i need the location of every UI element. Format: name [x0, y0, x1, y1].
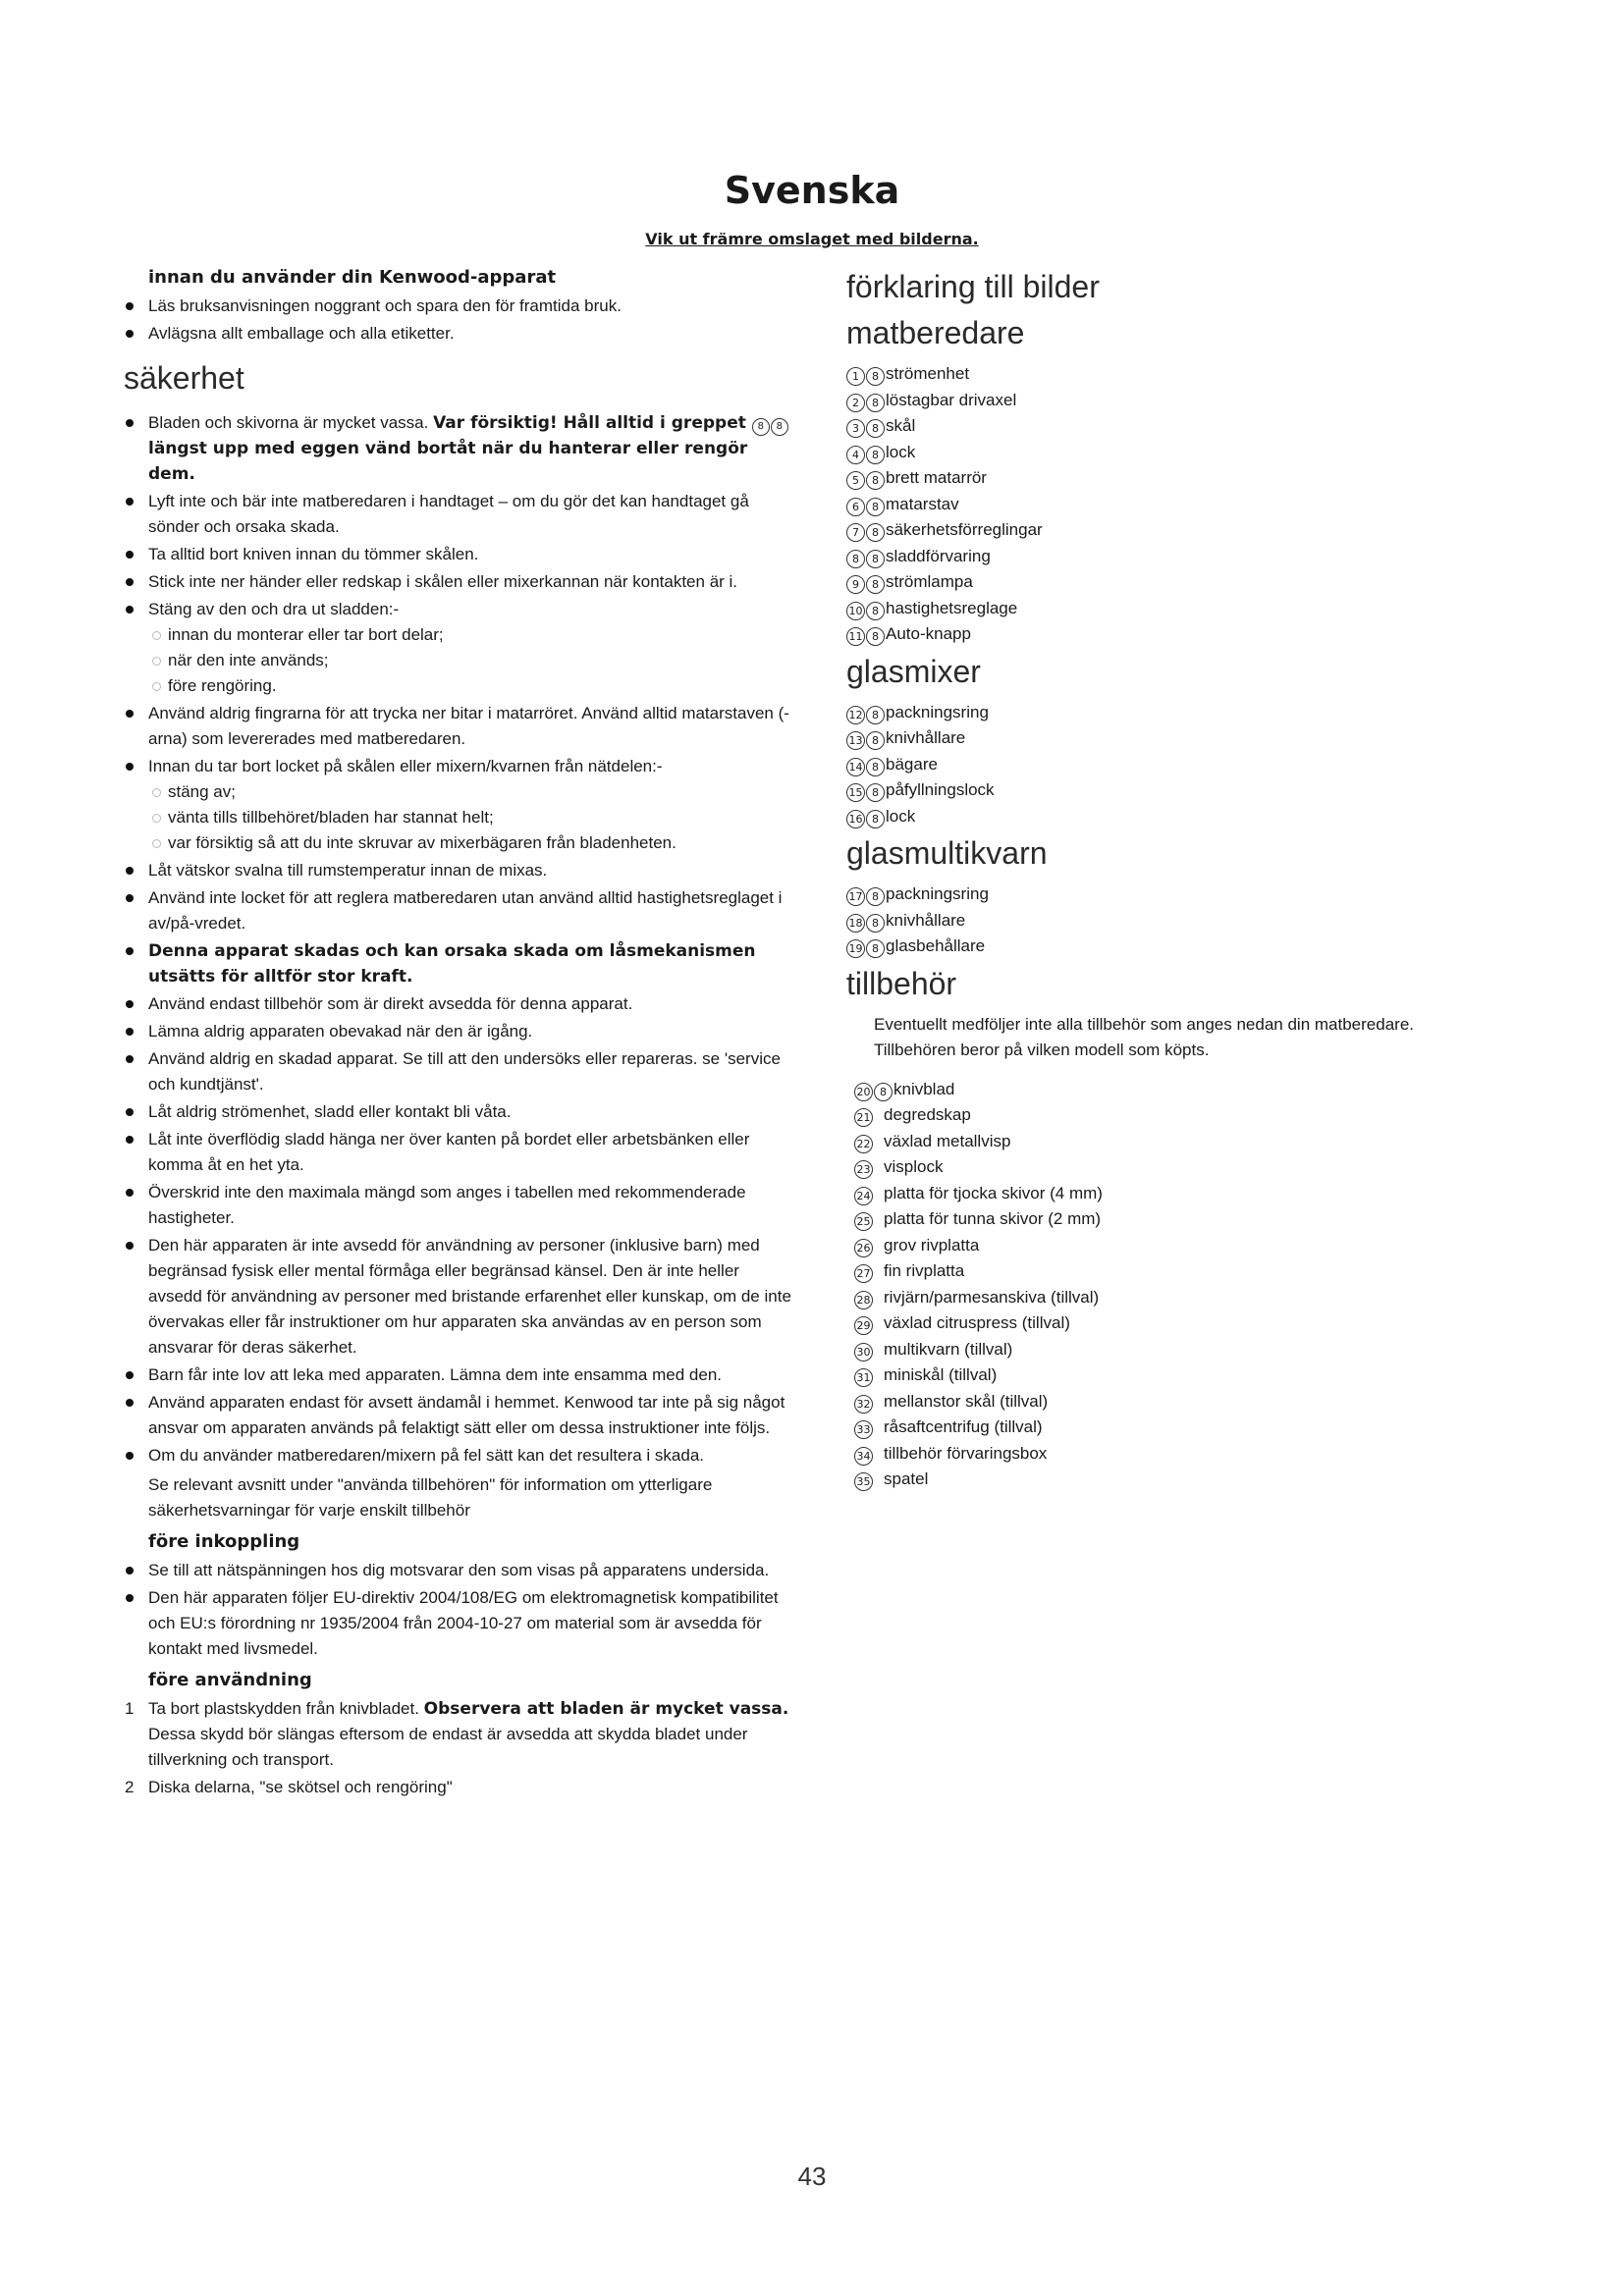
- part-item: [846, 752, 1494, 778]
- part-label: glasbehållare: [886, 936, 986, 955]
- list-item: Använd inte locket för att reglera matberedaren utan använd alltid hastighetsreglaget i av/på-vredet.: [124, 885, 791, 936]
- safety-note: Se relevant avsnitt under "använda tillbehören" för information om ytterligare säkerhetsvarningar för varje enskilt tillbehör: [148, 1475, 713, 1520]
- part-number: 22: [854, 1135, 873, 1153]
- part-label: tillbehör förvaringsbox: [884, 1443, 1048, 1463]
- part-number: 35: [854, 1472, 873, 1491]
- part-item: [846, 1362, 1494, 1389]
- part-label: grov rivplatta: [884, 1235, 980, 1255]
- before-use-heading: innan du använder din Kenwood-apparat: [148, 267, 557, 288]
- sub-item: när den inte används;: [148, 648, 791, 673]
- part-number: 13: [846, 731, 865, 750]
- part-number: 31: [854, 1368, 873, 1387]
- part-label: hastighetsreglage: [886, 598, 1018, 617]
- part-item: [846, 934, 1494, 960]
- list-item: Låt vätskor svalna till rumstemperatur innan de mixas.: [124, 858, 791, 883]
- part-label: råsaftcentrifug (tillval): [884, 1417, 1043, 1436]
- list-item: Låt aldrig strömenhet, sladd eller kontakt bli våta.: [124, 1099, 791, 1125]
- page-title: Svenska: [724, 169, 900, 212]
- list-item: Låt inte överflödig sladd hänga ner över kanten på bordet eller arbetsbänken eller komma åt en het yta.: [124, 1127, 791, 1178]
- part-label: knivhållare: [886, 910, 966, 930]
- reference-marker: 8: [866, 471, 885, 490]
- part-label: lock: [886, 442, 916, 461]
- part-item: [846, 569, 1494, 596]
- multi-mill-list: [846, 881, 1494, 960]
- part-label: knivblad: [893, 1079, 955, 1098]
- list-item: Stick inte ner händer eller redskap i skålen eller mixerkannan när kontakten är i.: [124, 569, 791, 595]
- list-item: [124, 1775, 791, 1800]
- list-item: Lyft inte och bär inte matberedaren i handtaget – om du gör det kan handtaget gå sönder och orsaka skada.: [124, 489, 791, 540]
- part-number: 4: [846, 446, 865, 464]
- safety-text: Bladen och skivorna är mycket vassa.: [148, 413, 434, 432]
- part-label: brett matarrör: [886, 468, 987, 487]
- part-item: [846, 388, 1494, 414]
- part-number: 34: [854, 1447, 873, 1466]
- reference-marker: 8: [866, 575, 885, 594]
- step-warning: Observera att bladen är mycket vassa.: [423, 1699, 789, 1719]
- safety-warning: Var försiktig! Håll alltid i greppet: [433, 413, 752, 433]
- part-item: [846, 1181, 1494, 1207]
- sub-item: stäng av;: [148, 779, 791, 805]
- part-number: 2: [846, 394, 865, 412]
- part-number: 5: [846, 471, 865, 490]
- part-item: [846, 1233, 1494, 1259]
- reference-marker: 8: [866, 498, 885, 516]
- part-item: [846, 517, 1494, 544]
- part-number: 11: [846, 627, 865, 646]
- list-item: Avlägsna allt emballage och alla etiketter.: [124, 321, 791, 347]
- accessories-heading: tillbehör: [846, 965, 957, 1001]
- list-item: Denna apparat skadas och kan orsaka skada om låsmekanismen utsätts för alltför stor kraft.: [124, 938, 791, 989]
- legend-heading: förklaring till bilder: [846, 269, 1100, 304]
- part-label: strömlampa: [886, 572, 973, 591]
- part-number: 21: [854, 1108, 873, 1127]
- part-item: [846, 621, 1494, 648]
- list-item: [124, 410, 791, 487]
- reference-marker: 8: [866, 394, 885, 412]
- part-item: [846, 1389, 1494, 1415]
- part-label: fin rivplatta: [884, 1261, 965, 1280]
- part-number: 23: [854, 1160, 873, 1179]
- part-item: [846, 1129, 1494, 1155]
- part-label: multikvarn (tillval): [884, 1339, 1013, 1359]
- list-item: Barn får inte lov att leka med apparaten. Lämna dem inte ensamma med den.: [124, 1362, 791, 1388]
- part-label: säkerhetsförreglingar: [886, 520, 1043, 539]
- part-item: [846, 1077, 1494, 1103]
- part-label: degredskap: [884, 1105, 971, 1124]
- part-number: 9: [846, 575, 865, 594]
- list-item: Den här apparaten är inte avsedd för användning av personer (inklusive barn) med begränsad fysisk eller mental förmåga eller begränsad känsel. Den är inte heller avsedd för användning av personer med bristande erfarenhet eller kunskap, om de inte övervakas eller får instruktioner om hur apparaten ska användas av en person som ansvarar för deras säkerhet.: [124, 1233, 791, 1361]
- part-label: bägare: [886, 754, 938, 774]
- part-item: [846, 1154, 1494, 1181]
- part-number: 17: [846, 887, 865, 906]
- part-number: 6: [846, 498, 865, 516]
- part-item: [846, 465, 1494, 492]
- list-item: [124, 1696, 791, 1773]
- list-item: [124, 597, 791, 699]
- part-number: 16: [846, 810, 865, 828]
- reference-marker: 8: [866, 550, 885, 568]
- part-item: [846, 1310, 1494, 1337]
- part-label: sladdförvaring: [886, 546, 991, 565]
- food-processor-list: [846, 361, 1494, 648]
- part-item: [846, 1337, 1494, 1363]
- reference-marker: 8: [866, 914, 885, 933]
- blender-list: [846, 700, 1494, 830]
- before-using-list: [124, 1696, 791, 1800]
- part-number: 3: [846, 419, 865, 438]
- list-item: Den här apparaten följer EU-direktiv 2004/108/EG om elektromagnetisk kompatibilitet och EU:s förordning nr 1935/2004 från 2004-10-27 om material som är avsedda för kontakt med livsmedel.: [124, 1585, 791, 1662]
- part-item: [846, 908, 1494, 934]
- reference-marker: 8: [866, 367, 885, 386]
- right-column: [846, 265, 1494, 1499]
- part-number: 33: [854, 1420, 873, 1439]
- part-label: packningsring: [886, 702, 989, 721]
- reference-marker: 8: [771, 418, 788, 436]
- part-number: 19: [846, 939, 865, 958]
- part-number: 18: [846, 914, 865, 933]
- part-number: 14: [846, 758, 865, 776]
- part-item: [846, 1206, 1494, 1233]
- circled-number: 8: [752, 418, 770, 436]
- part-number: 26: [854, 1239, 873, 1257]
- part-label: skål: [886, 416, 916, 435]
- part-item: [846, 700, 1494, 726]
- step-text: Ta bort plastskydden från knivbladet.: [148, 1699, 424, 1718]
- part-item: [846, 725, 1494, 752]
- safety-text: Stäng av den och dra ut sladden:-: [148, 600, 400, 618]
- step-number: 2: [125, 1778, 135, 1796]
- part-item: [846, 361, 1494, 388]
- part-item: [846, 777, 1494, 804]
- part-item: [846, 881, 1494, 908]
- part-number: 1: [846, 367, 865, 386]
- accessories-intro: Eventuellt medföljer inte alla tillbehör som anges nedan din matberedare. Tillbehören beror på vilken modell som köpts.: [874, 1014, 1414, 1059]
- before-using-heading: före användning: [148, 1670, 312, 1690]
- part-label: lock: [886, 806, 916, 826]
- list-item: Läs bruksanvisningen noggrant och spara den för framtida bruk.: [124, 294, 791, 319]
- reference-marker: 8: [866, 523, 885, 542]
- part-number: 28: [854, 1291, 873, 1309]
- step-number: 1: [125, 1699, 135, 1718]
- step-text: Dessa skydd bör slängas eftersom de endast är avsedda att skydda bladet under tillverkning och transport.: [148, 1725, 748, 1769]
- reference-marker: 8: [866, 783, 885, 802]
- part-number: 25: [854, 1212, 873, 1231]
- part-label: knivhållare: [886, 728, 966, 747]
- reference-marker: 8: [866, 602, 885, 620]
- part-item: [846, 413, 1494, 440]
- list-item: [124, 754, 791, 856]
- page-number: 43: [797, 2162, 827, 2191]
- reference-marker: 8: [866, 939, 885, 958]
- part-label: växlad citruspress (tillval): [884, 1313, 1070, 1332]
- reference-marker: 8: [866, 887, 885, 906]
- part-number: 10: [846, 602, 865, 620]
- list-item: Använd endast tillbehör som är direkt avsedda för denna apparat.: [124, 991, 791, 1017]
- part-number: 32: [854, 1395, 873, 1414]
- reference-marker: 8: [866, 419, 885, 438]
- reference-marker: 8: [866, 706, 885, 724]
- part-number: 29: [854, 1316, 873, 1335]
- part-label: löstagbar drivaxel: [886, 390, 1017, 409]
- part-label: växlad metallvisp: [884, 1131, 1011, 1150]
- list-item: Om du använder matberedaren/mixern på fel sätt kan det resultera i skada.: [124, 1443, 791, 1468]
- list-item: Se till att nätspänningen hos dig motsvarar den som visas på apparatens undersida.: [124, 1558, 791, 1583]
- part-label: spatel: [884, 1469, 929, 1488]
- part-number: 30: [854, 1343, 873, 1362]
- part-item: [846, 1102, 1494, 1129]
- reference-marker: 8: [866, 446, 885, 464]
- part-label: påfyllningslock: [886, 780, 995, 799]
- part-item: [846, 544, 1494, 570]
- sub-item: före rengöring.: [148, 673, 791, 699]
- list-item: Överskrid inte den maximala mängd som anges i tabellen med rekommenderade hastigheter.: [124, 1180, 791, 1231]
- multi-mill-heading: glasmultikvarn: [846, 835, 1048, 871]
- part-number: 8: [846, 550, 865, 568]
- reference-marker: 8: [866, 758, 885, 776]
- part-label: platta för tunna skivor (2 mm): [884, 1209, 1102, 1228]
- list-item: Ta alltid bort kniven innan du tömmer skålen.: [124, 542, 791, 567]
- page-subtitle: Vik ut främre omslaget med bilderna.: [645, 230, 979, 248]
- sub-item: var försiktig så att du inte skruvar av mixerbägaren från bladenheten.: [148, 830, 791, 856]
- sub-item: vänta tills tillbehöret/bladen har stannat helt;: [148, 805, 791, 830]
- part-item: [846, 1441, 1494, 1468]
- blender-heading: glasmixer: [846, 653, 981, 689]
- list-item: Lämna aldrig apparaten obevakad när den är igång.: [124, 1019, 791, 1044]
- part-label: matarstav: [886, 494, 959, 513]
- part-item: [846, 1467, 1494, 1493]
- reference-marker: 8: [866, 627, 885, 646]
- list-item: Använd aldrig fingrarna för att trycka ner bitar i matarröret. Använd alltid matarstaven (-arna) som levererades med matberedaren.: [124, 701, 791, 752]
- part-item: [846, 1258, 1494, 1285]
- before-connect-heading: före inkoppling: [148, 1531, 300, 1552]
- part-label: packningsring: [886, 884, 989, 903]
- sub-item: innan du monterar eller tar bort delar;: [148, 622, 791, 648]
- list-item: Använd aldrig en skadad apparat. Se till att den undersöks eller repareras. se 'service och kundtjänst'.: [124, 1046, 791, 1097]
- part-item: [846, 1285, 1494, 1311]
- part-label: mellanstor skål (tillval): [884, 1391, 1049, 1411]
- food-processor-heading: matberedare: [846, 315, 1025, 350]
- part-item: [846, 804, 1494, 830]
- list-item: Använd apparaten endast för avsett ändamål i hemmet. Kenwood tar inte på sig något ansvar om apparaten används på felaktigt sätt eller om dessa instruktioner inte följs.: [124, 1390, 791, 1441]
- part-number: 7: [846, 523, 865, 542]
- safety-text: Innan du tar bort locket på skålen eller mixern/kvarnen från nätdelen:-: [148, 757, 663, 775]
- reference-marker: 8: [866, 731, 885, 750]
- reference-marker: 8: [866, 810, 885, 828]
- part-number: 27: [854, 1264, 873, 1283]
- part-item: [846, 440, 1494, 466]
- part-item: [846, 1415, 1494, 1441]
- part-label: platta för tjocka skivor (4 mm): [884, 1183, 1103, 1202]
- safety-heading: säkerhet: [124, 360, 244, 396]
- safety-list: [124, 410, 791, 1468]
- before-use-list: [124, 294, 791, 347]
- step-text: Diska delarna, "se skötsel och rengöring": [148, 1778, 453, 1796]
- part-number: 15: [846, 783, 865, 802]
- left-column: [124, 267, 791, 1802]
- accessories-list: [846, 1077, 1494, 1493]
- part-item: [846, 596, 1494, 622]
- part-number: 20: [854, 1083, 873, 1101]
- safety-warning: längst upp med eggen vänd bortåt när du hanterar eller rengör dem.: [148, 439, 748, 484]
- part-item: [846, 492, 1494, 518]
- part-label: visplock: [884, 1157, 944, 1176]
- part-label: strömenhet: [886, 364, 970, 383]
- reference-marker: 8: [874, 1083, 893, 1101]
- part-number: 12: [846, 706, 865, 724]
- part-label: Auto-knapp: [886, 624, 971, 643]
- part-label: miniskål (tillval): [884, 1365, 998, 1384]
- part-number: 24: [854, 1187, 873, 1205]
- part-label: rivjärn/parmesanskiva (tillval): [884, 1287, 1100, 1307]
- before-connect-list: [124, 1558, 791, 1662]
